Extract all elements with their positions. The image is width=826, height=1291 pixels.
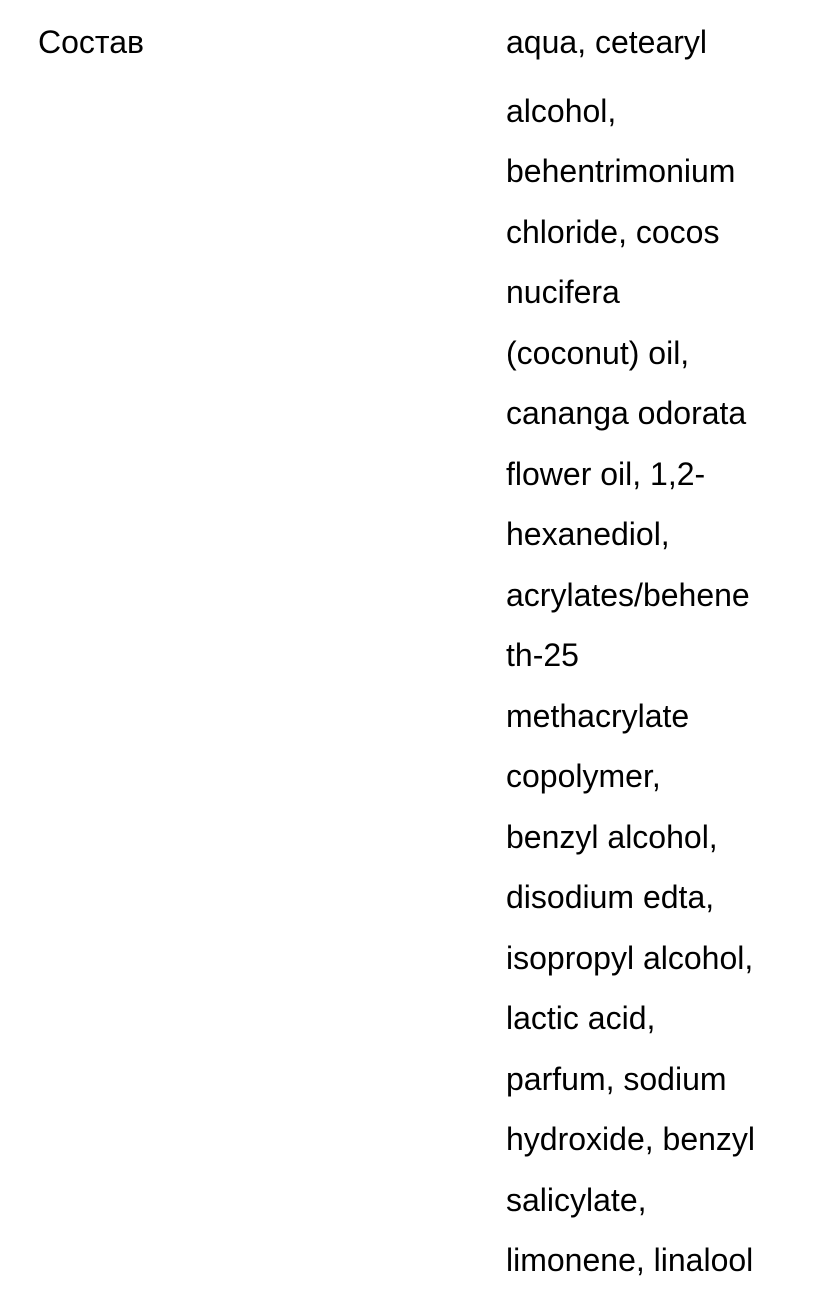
spec-value-line: salicylate, xyxy=(506,1181,647,1218)
spec-value-line: nucifera xyxy=(506,274,620,310)
spec-value-line: behentrimonium xyxy=(506,153,736,189)
spec-value-line: parfum, sodium xyxy=(506,1060,727,1097)
spec-value-line: copolymer, xyxy=(506,758,661,794)
spec-value-line: chloride, cocos xyxy=(506,213,720,250)
spec-value-line: th-25 xyxy=(506,637,579,673)
spec-value-line: aqua, cetearyl xyxy=(506,24,708,60)
spec-value-line: flower oil, 1,2- xyxy=(506,455,706,492)
spec-value-line: disodium edta, xyxy=(506,879,715,915)
spec-label: Состав xyxy=(38,24,144,60)
spec-value-line: hexanediol, xyxy=(506,516,670,552)
spec-value-line: hydroxide, benzyl xyxy=(506,1121,756,1157)
spec-value-line: limonene, linalool xyxy=(506,1242,754,1278)
spec-value-line: isopropyl alcohol, xyxy=(506,939,754,976)
spec-value-line: benzyl alcohol, xyxy=(506,818,718,855)
spec-value-line: lactic acid, xyxy=(506,1000,656,1036)
spec-value-line: cananga odorata xyxy=(506,395,747,431)
spec-value-line: acrylates/behene xyxy=(506,576,750,613)
spec-value-line: (coconut) oil, xyxy=(506,334,690,371)
spec-value xyxy=(506,20,816,1291)
spec-value-line: alcohol, xyxy=(506,92,617,129)
spec-value-line: methacrylate xyxy=(506,697,690,734)
